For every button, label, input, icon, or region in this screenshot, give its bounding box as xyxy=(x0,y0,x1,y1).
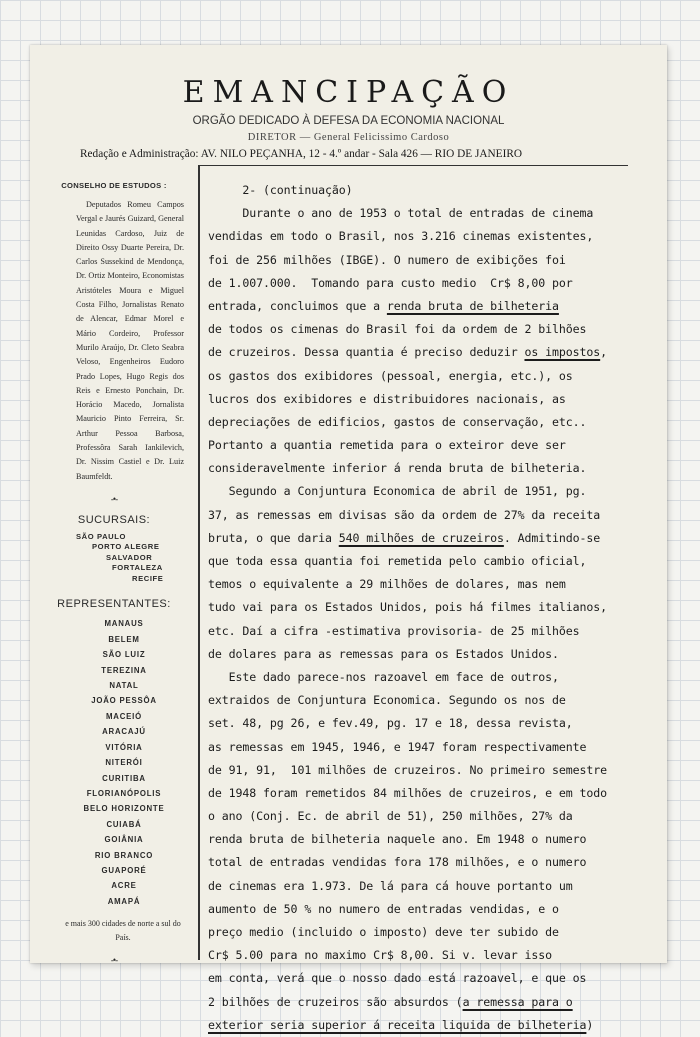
text-run: os gastos dos exibidores (pessoal, energia, etc.), os xyxy=(208,368,573,383)
masthead-director: DIRETOR — General Felicissimo Cardoso xyxy=(247,132,450,143)
ornament-divider: -•- xyxy=(110,955,118,966)
body-line xyxy=(208,365,663,388)
representative-item: MANAUS xyxy=(104,619,144,629)
text-run: Portanto a quantia remetida para o exteiror deve ser xyxy=(208,438,566,453)
body-line xyxy=(208,759,663,782)
underlined-text: 540 milhões de cruzeiros xyxy=(338,530,504,545)
body-line xyxy=(208,967,663,990)
text-run: extraidos de Conjuntura Economica. Segundo os nos de xyxy=(208,693,566,708)
text-run: Segundo a Conjuntura Economica de abril de 1951, pg. xyxy=(208,484,587,499)
body-line xyxy=(208,272,663,295)
text-run: , xyxy=(600,345,608,360)
representative-item: CURITIBA xyxy=(102,773,146,783)
body-line xyxy=(208,249,663,272)
body-line xyxy=(208,805,663,828)
text-run: entrada, concluimos que a xyxy=(208,298,387,313)
text-run: Durante o ano de 1953 o total de entradas de cinema xyxy=(208,206,594,221)
body-line xyxy=(208,411,663,434)
body-line xyxy=(208,921,663,944)
body-line xyxy=(208,689,663,712)
representative-item: BELO HORIZONTE xyxy=(83,804,165,814)
body-line xyxy=(208,991,663,1014)
body-line xyxy=(208,295,663,318)
letterhead-page xyxy=(30,45,667,1032)
text-run: temos o equivalente a 29 milhões de dolares, mas nem xyxy=(208,577,566,592)
body-line xyxy=(208,504,663,527)
text-run: aumento de 50 % no numero de entradas vendidas, e o xyxy=(208,901,559,916)
text-run: as remessas em 1945, 1946, e 1947 foram respectivamente xyxy=(208,739,587,754)
representative-item: NATAL xyxy=(109,681,139,691)
text-run: tudo vai para os Estados Unidos, pois há filmes italianos, xyxy=(208,600,608,615)
branch-item: SALVADOR xyxy=(106,552,153,562)
body-line xyxy=(208,828,663,851)
body-line xyxy=(208,179,663,202)
representative-item: CUIABÁ xyxy=(106,819,142,829)
body-line xyxy=(208,388,663,411)
text-run: de todos os cimenas do Brasil foi da ordem de 2 bilhões xyxy=(208,322,587,337)
text-run: 2 bilhões de cruzeiros são absurdos ( xyxy=(208,994,463,1009)
text-run: preço medio (incluido o imposto) deve ter subido de xyxy=(208,925,559,939)
body-line xyxy=(208,736,663,759)
body-line xyxy=(208,596,663,619)
text-run: 37, as remessas em divisas são da ordem de 27% da receita xyxy=(208,507,601,522)
representative-item: RIO BRANCO xyxy=(94,850,154,860)
branches-heading: SUCURSAIS: xyxy=(77,513,151,526)
text-run: depreciações de edificios, gastos de conservação, etc.. xyxy=(208,414,587,429)
masthead-address: Redação e Administração: AV. NILO PEÇANHA, 12 - 4.º andar - Sala 426 — RIO DE JANEIRO xyxy=(80,148,523,160)
text-run: de 1948 foram remetidos 84 milhões de cruzeiros, e em todo xyxy=(208,785,608,800)
branch-item: PORTO ALEGRE xyxy=(92,542,160,552)
representative-item: GUAPORÉ xyxy=(101,865,147,875)
ornament-divider: -•- xyxy=(110,493,118,504)
text-run: Este dado parece-nos razoavel em face de outros, xyxy=(208,669,559,684)
representative-item: FLORIANÓPOLIS xyxy=(86,788,162,798)
underlined-text: os impostos xyxy=(524,345,601,360)
body-line xyxy=(208,643,663,666)
sidebar-footer: e mais 300 cidades de norte a sul do País. xyxy=(65,919,181,943)
text-run: 2- (continuação) xyxy=(208,183,353,197)
representative-item: VITÓRIA xyxy=(105,742,143,752)
text-run: de 91, 91, 101 milhões de cruzeiros. No primeiro semestre xyxy=(208,762,608,777)
text-run: de dolares para as remessas para os Estados Unidos. xyxy=(208,646,559,661)
text-run: . Admitindo-se xyxy=(503,530,601,545)
text-run: vendidas em todo o Brasil, nos 3.216 cinemas existentes, xyxy=(208,229,594,244)
representative-item: ARACAJÚ xyxy=(102,727,146,737)
body-line xyxy=(208,712,663,735)
body-line xyxy=(208,457,663,480)
text-run: consideravelmente inferior á renda bruta de bilheteria. xyxy=(208,461,587,476)
text-run: em conta, verá que o nosso dado está razoavel, e que os xyxy=(208,971,587,986)
text-run: total de entradas vendidas fora 178 milhões, e o numero xyxy=(208,855,587,870)
text-run: ) xyxy=(586,1017,594,1032)
body-line xyxy=(208,782,663,805)
text-run: que toda essa quantia foi remetida pelo cambio oficial, xyxy=(208,554,587,568)
body-line xyxy=(208,550,663,573)
sidebar xyxy=(30,177,198,975)
text-run: Cr$ 5.00 para no maximo Cr$ 8,00. Si v. levar isso xyxy=(208,948,553,963)
body-line xyxy=(208,898,663,921)
branches-list xyxy=(76,532,198,585)
masthead-subtitle: ORGÃO DEDICADO À DEFESA DA ECONOMIA NACIONAL xyxy=(192,115,505,127)
text-run: foi de 256 milhões (IBGE). O numero de exibições foi xyxy=(208,252,566,267)
body-line xyxy=(208,318,663,341)
letter-body xyxy=(208,179,663,1037)
underlined-text: a remessa para o xyxy=(462,994,573,1009)
text-run: renda bruta de bilheteria naquele ano. Em 1948 o numero xyxy=(208,832,587,847)
representatives-list xyxy=(30,616,198,909)
representative-item: NITERÓI xyxy=(105,758,143,768)
representatives-heading: REPRESENTANTES: xyxy=(57,598,171,611)
body-line xyxy=(208,666,663,689)
representative-item: AMAPÁ xyxy=(107,896,141,906)
branch-item: SÃO PAULO xyxy=(76,531,126,541)
council-members: Deputados Romeu Campos Vergal e Jaurés Guizard, General Leunidas Cardoso, Juiz de Direito Ossy Duarte Pereira, Dr. Carlos Sussekind de Mendonça, Dr. Ortiz Monteiro, Economistas Aristóteles Moura e Miguel Costa Filho, Jornalistas Renato de Alencar, Edmar Morel e Mário Cordeiro, Professor Murilo Araújo, Dr. Cleto Seabra Veloso, Engenheiros Eudoro Prado Lopes, Hugo Regis dos Reis e Ernesto Ponchain, Dr. Horácio Macedo, Jornalista Mauricio Pinto Ferreira, Sr. Arthur Pessoa Barbosa, Professôra Sarah Iankilevich, Dr. Nissim Castiel e Dr. Luiz Baumfeldt. xyxy=(76,200,184,481)
column-rule xyxy=(198,165,200,960)
body-line xyxy=(208,573,663,596)
text-run: bruta, o que daria xyxy=(208,530,339,545)
representative-item: ACRE xyxy=(111,881,137,891)
branch-item: RECIFE xyxy=(132,573,164,583)
text-run: lucros dos exibidores e distribuidores nacionais, as xyxy=(208,391,566,406)
underlined-text: renda bruta de bilheteria xyxy=(386,298,559,313)
text-run: de 1.007.000. Tomando para custo medio Cr$ 8,00 por xyxy=(208,275,573,290)
text-run: de cruzeiros. Dessa quantia é preciso deduzir xyxy=(208,345,525,360)
header-rule xyxy=(198,165,628,166)
body-line xyxy=(208,944,663,967)
body-line xyxy=(208,480,663,503)
body-line xyxy=(208,202,663,225)
text-run: o ano (Conj. Ec. de abril de 51), 250 milhões, 27% da xyxy=(208,809,573,824)
representative-item: GOIÂNIA xyxy=(104,835,144,845)
representative-item: MACEIÓ xyxy=(106,711,142,721)
representative-item: JOÃO PESSÔA xyxy=(91,696,157,706)
representative-item: BELEM xyxy=(108,634,140,644)
council-heading: CONSELHO DE ESTUDOS : xyxy=(61,181,167,190)
representative-item: TEREZINA xyxy=(101,665,147,675)
body-line xyxy=(208,225,663,248)
body-line xyxy=(208,341,663,364)
text-run: etc. Daí a cifra -estimativa provisoria- de 25 milhões xyxy=(208,623,580,638)
text-run: de cinemas era 1.973. De lá para cá houve portanto um xyxy=(208,878,573,893)
representative-item: SÃO LUIZ xyxy=(102,650,146,660)
body-line xyxy=(208,1014,663,1037)
body-line xyxy=(208,434,663,457)
body-line xyxy=(208,851,663,874)
body-line xyxy=(208,620,663,643)
branch-item: FORTALEZA xyxy=(112,563,163,573)
body-line xyxy=(208,527,663,550)
body-line xyxy=(208,875,663,898)
text-run: set. 48, pg 26, e fev.49, pg. 17 e 18, dessa revista, xyxy=(208,716,573,731)
underlined-text: exterior seria superior á receita liquida de bilheteria xyxy=(208,1017,587,1032)
masthead-title: EMANCIPAÇÃO xyxy=(182,75,515,110)
